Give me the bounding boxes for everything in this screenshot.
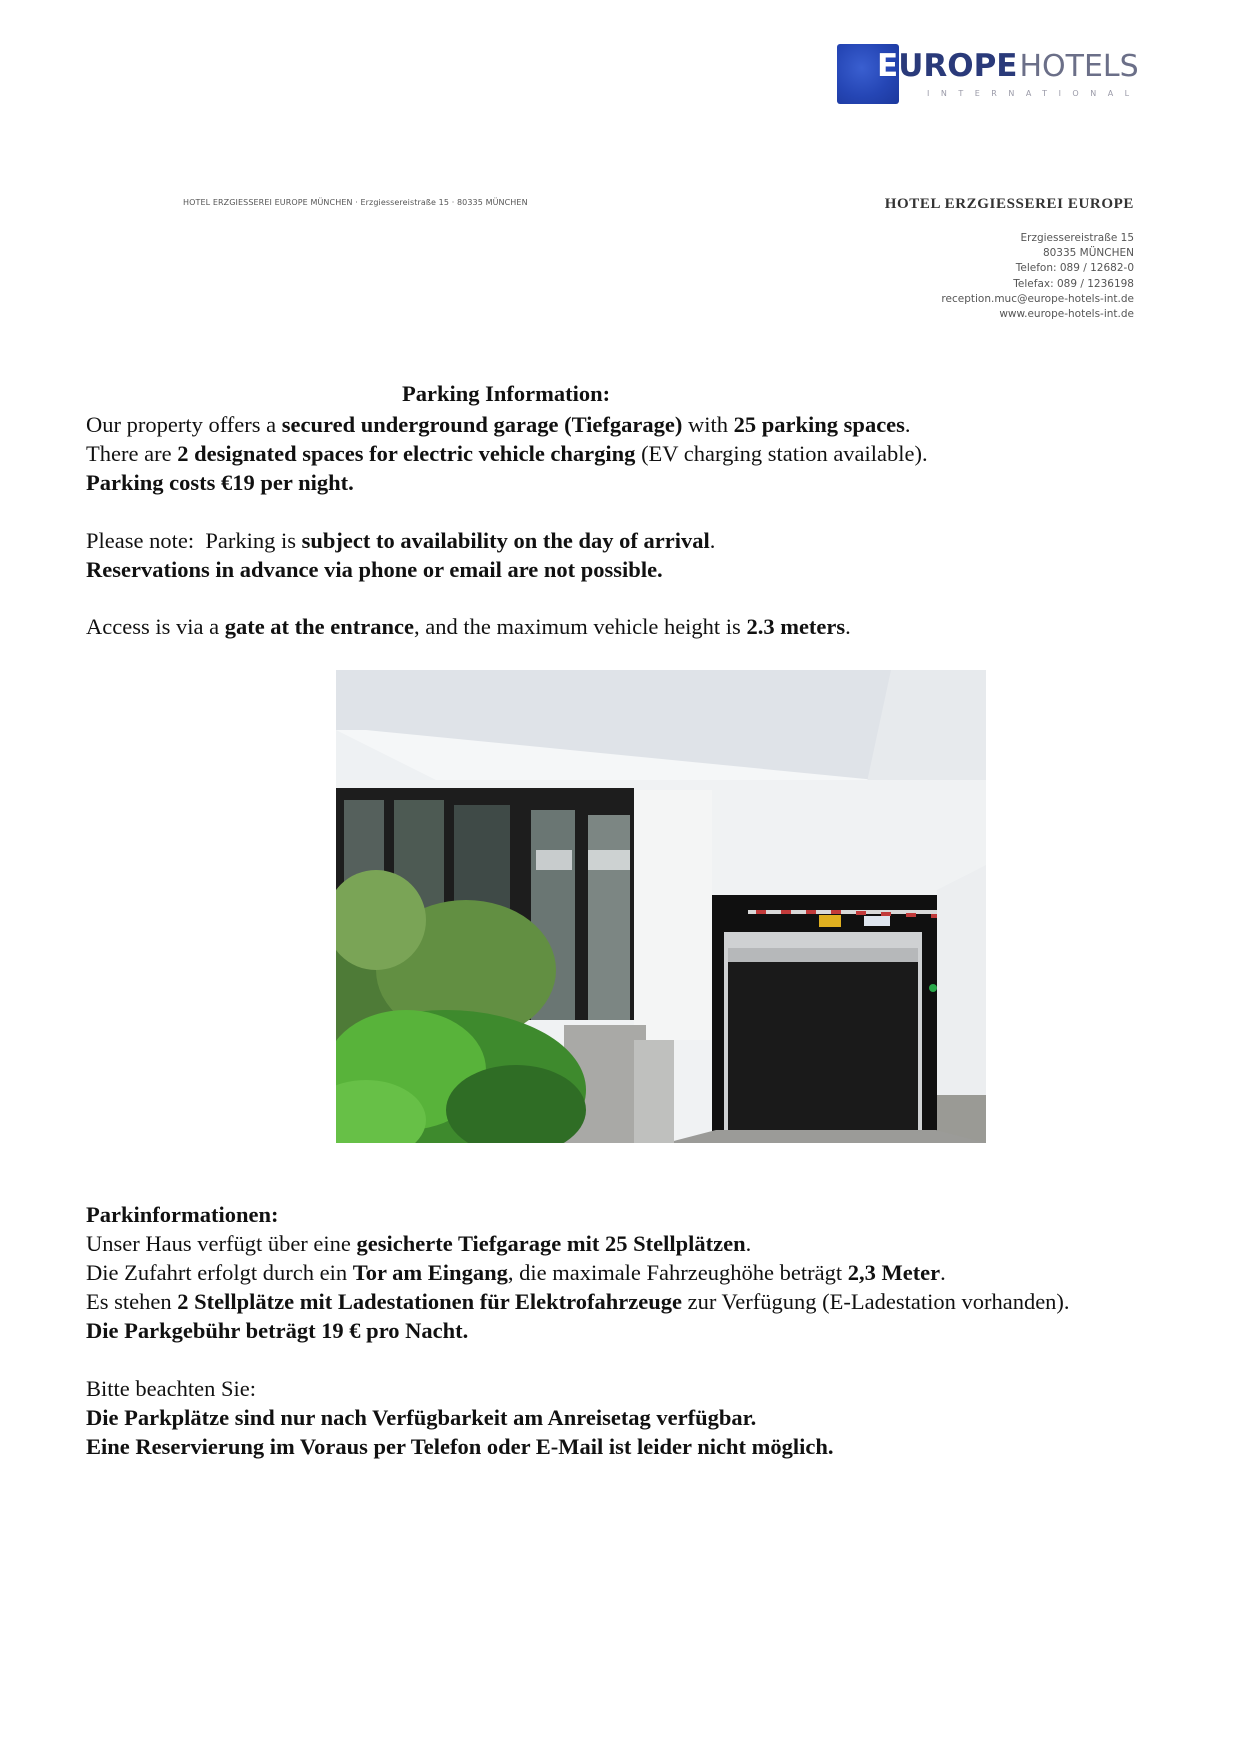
address-street: Erzgiessereistraße 15 bbox=[1020, 232, 1134, 244]
text-bold: gesicherte Tiefgarage mit 25 Stellplätzen bbox=[356, 1231, 746, 1256]
text-bold: Die Parkgebühr beträgt 19 € pro Nacht. bbox=[86, 1318, 469, 1343]
german-heading bbox=[86, 1200, 1070, 1229]
english-access-line bbox=[86, 612, 851, 641]
text: . bbox=[940, 1260, 946, 1285]
logo-brand-word bbox=[877, 48, 1017, 84]
text-bold: Parkinformationen: bbox=[86, 1202, 279, 1227]
text-bold: 2.3 meters bbox=[746, 614, 846, 639]
text: zur Verfügung (E-Ladestation vorhanden). bbox=[681, 1289, 1070, 1314]
text: . bbox=[904, 412, 911, 437]
logo-wordmark bbox=[877, 48, 1139, 85]
german-note-label: Bitte beachten Sie: bbox=[86, 1376, 256, 1401]
text: Es stehen bbox=[86, 1289, 178, 1314]
english-cost-line bbox=[86, 468, 928, 497]
address-email[interactable]: reception.muc@europe-hotels-int.de bbox=[941, 292, 1134, 305]
english-availability-line bbox=[86, 526, 715, 555]
text-bold: secured underground garage (Tiefgarage) bbox=[281, 412, 683, 437]
german-cost-line bbox=[86, 1316, 1070, 1345]
text: , and the maximum vehicle height is bbox=[414, 614, 747, 639]
logo-brand-first-letter: E bbox=[877, 48, 899, 84]
sender-return-address: HOTEL ERZGIESSEREI EUROPE MÜNCHEN · Erzgiessereistraße 15 · 80335 MÜNCHEN bbox=[183, 198, 528, 207]
text-bold: gate at the entrance bbox=[224, 614, 415, 639]
text: (EV charging station available). bbox=[635, 441, 928, 466]
address-city: 80335 MÜNCHEN bbox=[1042, 247, 1134, 260]
text-bold: Tor am Eingang bbox=[352, 1260, 508, 1285]
text-bold: Die Parkplätze sind nur nach Verfügbarkeit am Anreisetag verfügbar. bbox=[86, 1405, 757, 1430]
german-garage-line bbox=[86, 1229, 1070, 1258]
text-bold: Reservations in advance via phone or email are not possible. bbox=[86, 557, 663, 582]
german-access-line bbox=[86, 1258, 1070, 1287]
text-bold: Eine Reservierung im Voraus per Telefon oder E-Mail ist leider nicht möglich. bbox=[86, 1434, 834, 1459]
english-ev-line bbox=[86, 439, 928, 468]
german-reservation-line bbox=[86, 1432, 834, 1461]
text: . bbox=[745, 1231, 752, 1256]
german-note bbox=[86, 1374, 834, 1461]
german-parking-details bbox=[86, 1200, 1070, 1345]
english-parking-details bbox=[86, 410, 928, 497]
text-bold: subject to availability on the day of arrival bbox=[301, 528, 710, 553]
text: Unser Haus verfügt über eine bbox=[86, 1231, 357, 1256]
english-note bbox=[86, 526, 715, 584]
logo-brand-rest: UROPE bbox=[898, 48, 1018, 84]
text: There are bbox=[86, 441, 178, 466]
hotel-name: HOTEL ERZGIESSEREI EUROPE bbox=[884, 196, 1134, 212]
german-ev-line bbox=[86, 1287, 1070, 1316]
address-phone: Telefon: 089 / 12682-0 bbox=[1015, 262, 1134, 275]
text-bold: 2,3 Meter bbox=[847, 1260, 941, 1285]
text-bold: 25 parking spaces bbox=[733, 412, 905, 437]
text: with bbox=[682, 412, 734, 437]
text: . bbox=[845, 614, 851, 639]
text: . bbox=[709, 528, 716, 553]
text-bold: 2 designated spaces for electric vehicle charging bbox=[177, 441, 636, 466]
text: , die maximale Fahrzeughöhe beträgt bbox=[507, 1260, 848, 1285]
english-access bbox=[86, 612, 851, 641]
address-fax: Telefax: 089 / 1236198 bbox=[1013, 277, 1134, 290]
text: Die Zufahrt erfolgt durch ein bbox=[86, 1260, 353, 1285]
text-bold: 2 Stellplätze mit Ladestationen für Elektrofahrzeuge bbox=[177, 1289, 682, 1314]
text: Please note: Parking is bbox=[86, 528, 302, 553]
europe-hotels-logo bbox=[837, 42, 1141, 106]
german-availability-line bbox=[86, 1403, 834, 1432]
logo-hotels-word: HOTELS bbox=[1019, 49, 1139, 84]
english-heading: Parking Information: bbox=[402, 381, 611, 406]
hotel-address-block bbox=[941, 231, 1134, 322]
english-garage-line bbox=[86, 410, 928, 439]
text: Access is via a bbox=[86, 614, 225, 639]
logo-subtitle: INTERNATIONAL bbox=[927, 89, 1141, 98]
address-website[interactable]: www.europe-hotels-int.de bbox=[999, 308, 1134, 321]
garage-entrance-photo bbox=[336, 670, 986, 1143]
english-reservation-line bbox=[86, 555, 715, 584]
text-bold: Parking costs €19 per night. bbox=[86, 470, 354, 495]
text: Our property offers a bbox=[86, 412, 282, 437]
